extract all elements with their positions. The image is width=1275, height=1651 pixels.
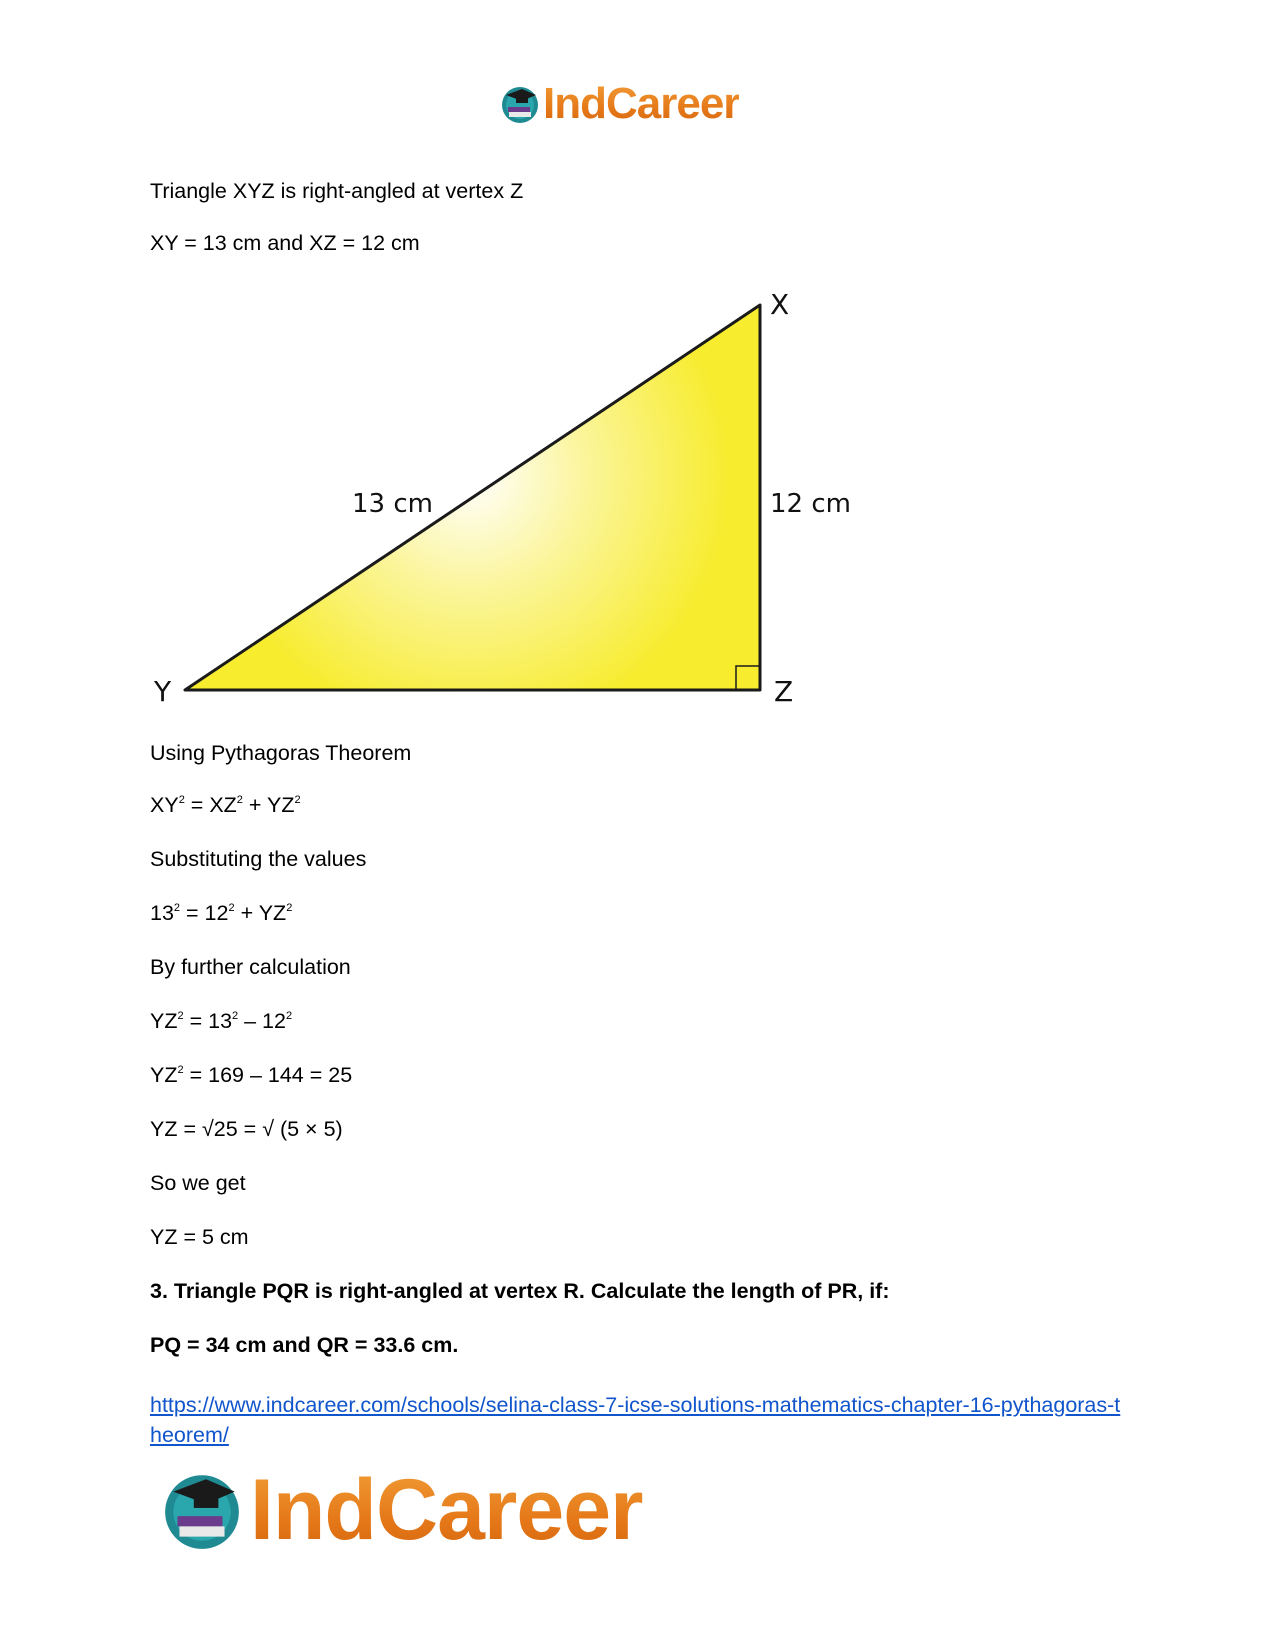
equation-pythagoras: $XY^2 = XZ^2 + YZ^2$ [150,793,301,817]
method-heading: Using Pythagoras Theorem [150,741,412,765]
vertex-z-label: Z [774,675,794,708]
given-values: XY = 13 cm and XZ = 12 cm [150,231,420,255]
footer-logo-text: IndCareer [250,1461,643,1558]
equation-square-root: YZ = √25 = √ (5 × 5) [150,1117,343,1141]
header-logo [500,78,780,130]
equation-evaluated: $YZ^2 = 169 - 144 = 25$ [150,1063,353,1087]
substituting-text: Substituting the values [150,847,367,871]
header-logo-text: IndCareer [543,79,740,128]
problem-statement: Triangle XYZ is right-angled at vertex Z [150,179,524,203]
vertex-y-label: Y [154,675,172,708]
final-result: YZ = 5 cm [150,1225,249,1249]
right-triangle-figure [140,280,870,720]
side-xz-label: 12 cm [770,489,851,519]
side-xy-label: 13 cm [352,489,433,519]
equation-substituted: $13^2 = 12^2 + YZ^2$ [150,901,293,925]
source-link[interactable]: https://www.indcareer.com/schools/selina-class-7-icse-solutions-mathematics-chapter-16-pythagoras-theorem/ [150,1393,1121,1447]
equation-rearranged: $YZ^2 = 13^2 - 12^2$ [150,1009,293,1033]
vertex-x-label: X [770,288,790,321]
graduation-books-icon [500,83,540,125]
question-3-values: PQ = 34 cm and QR = 33.6 cm. [150,1333,459,1357]
so-we-get-text: So we get [150,1171,246,1195]
further-calculation-text: By further calculation [150,955,351,979]
triangle-shape [185,305,760,690]
graduation-books-icon [160,1467,244,1553]
footer-logo [160,1460,720,1560]
question-3: 3. Triangle PQR is right-angled at vertex R. Calculate the length of PR, if: [150,1279,890,1303]
